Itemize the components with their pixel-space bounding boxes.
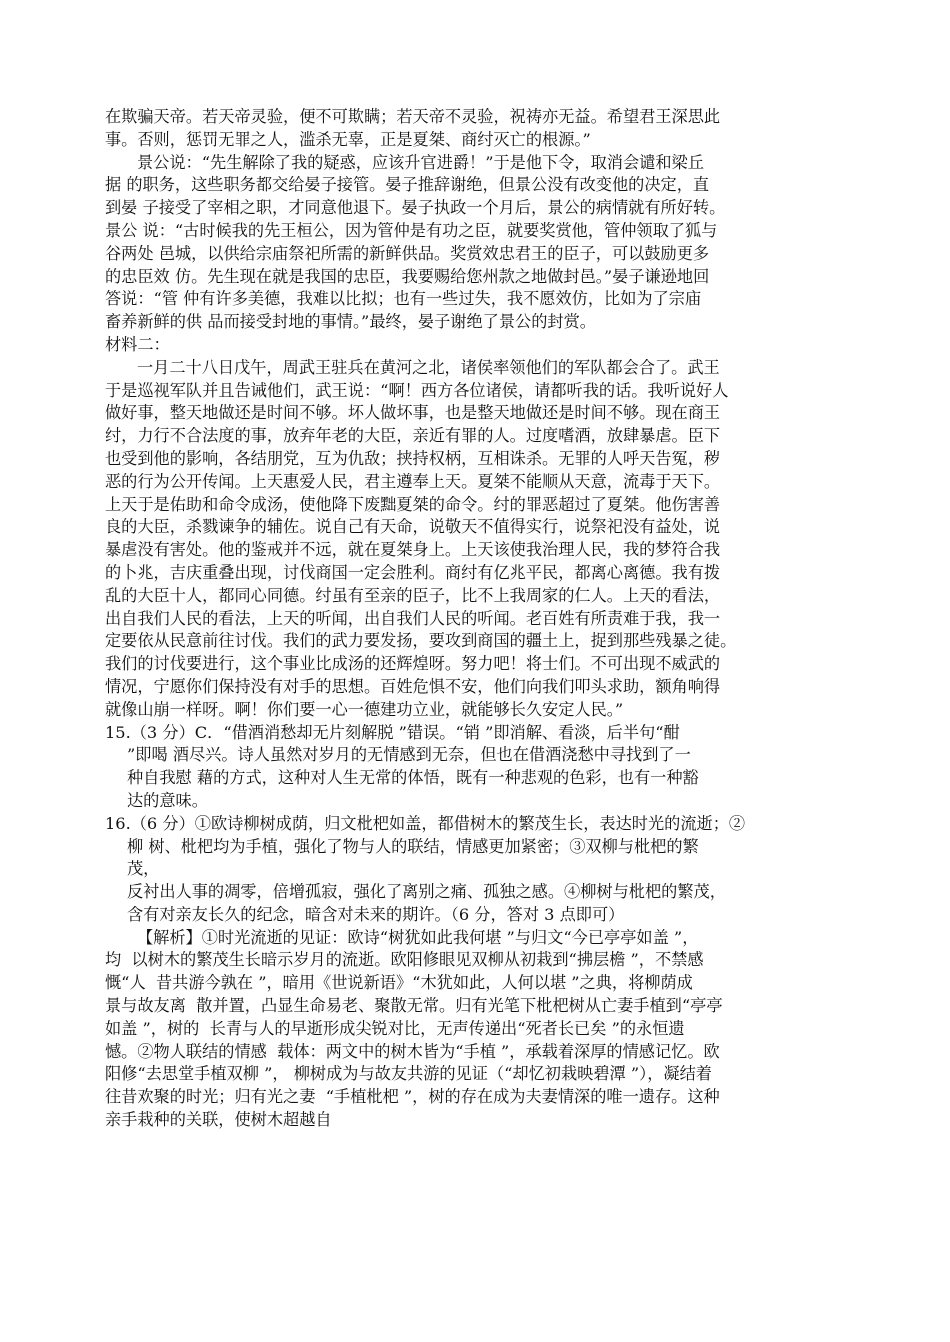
text-line: 畜养新鲜的供 品而接受封地的事情。”最终，晏子谢绝了景公的封赏。 [105, 312, 596, 332]
text-line: 良的大臣，杀戮谏争的辅佐。说自己有天命，说敬天不值得实行，说祭祀没有益处，说 [105, 517, 721, 537]
text-line: 柳 树、枇杷均为手植，强化了物与人的联结，情感更加紧密；③双柳与枇杷的繁 [127, 836, 699, 856]
text-line: 答说：“管 仲有许多美德，我难以比拟；也有一些过失，我不愿效仿，比如为了宗庙 [105, 289, 702, 309]
text-line: ”即喝 酒尽兴。诗人虽然对岁月的无情感到无奈，但也在借酒浇愁中寻找到了一 [127, 745, 691, 765]
text-line: 达的意味。 [127, 790, 208, 810]
text-line: 憾。②物人联结的情感 载体：两文中的树木皆为“手植 ”，承载着深厚的情感记忆。欧 [105, 1041, 720, 1061]
text-line: 在欺骗天帝。若天帝灵验，便不可欺瞒；若天帝不灵验，祝祷亦无益。希望君王深思此 [105, 107, 721, 126]
text-line: 16.（6 分）①欧诗柳树成荫，归文枇杷如盖，都借树木的繁茂生长，表达时光的流逝；② [105, 813, 746, 833]
text-line: 种自我慰 藉的方式，这种对人生无常的体悟，既有一种悲观的色彩，也有一种豁 [127, 768, 699, 788]
text-line: 反衬出人事的凋零，倍增孤寂，强化了离别之痛、孤独之感。④柳树与枇杷的繁茂， [127, 882, 726, 902]
text-line: 暴虐没有害处。他的鉴戒并不远，就在夏桀身上。上天该使我治理人民，我的梦符合我 [105, 540, 721, 560]
text-line: 景公 说：“古时候我的先王桓公，因为管仲是有功之臣，就要奖赏他，管仲领取了狐与 [105, 220, 718, 240]
text-line: 如盖 ”，树的 长青与人的早逝形成尖锐对比，无声传递出“死者长已矣 ”的永恒遗 [105, 1018, 685, 1038]
text-line: 纣，力行不合法度的事，放弃年老的大臣，亲近有罪的人。过度嗜酒，放肆暴虐。臣下 [105, 426, 721, 446]
text-line: 情况，宁愿你们保持没有对手的思想。百姓危惧不安，他们向我们叩头求助，额角响得 [105, 676, 721, 696]
text-line: 均 以树木的繁茂生长暗示岁月的流逝。欧阳修眼见双柳从初栽到“拂层檐 ”，不禁感 [105, 950, 704, 970]
text-line: 材料二： [105, 334, 170, 354]
text-line: 我们的讨伐要进行，这个事业比成汤的还辉煌呀。努力吧！将士们。不可出现不威武的 [105, 654, 721, 674]
text-line: 的卜兆，吉庆重叠出现，讨伐商国一定会胜利。商纣有亿兆平民，都离心离德。我有拨 [105, 562, 721, 582]
text-line: 恶的行为公开传闻。上天惠爱人民，君主遵奉上天。夏桀不能顺从天意，流毒于天下。 [105, 471, 721, 491]
text-line: 上天于是佑助和命令成汤，使他降下废黜夏桀的命令。纣的罪恶超过了夏桀。他伤害善 [105, 494, 721, 514]
document-page [105, 106, 850, 1132]
text-line: 事。否则，惩罚无罪之人，滥杀无辜，正是夏桀、商纣灭亡的根源。” [105, 129, 591, 149]
text-line: 15.（3 分）C．“借酒消愁却无片刻解脱 ”错误。“销 ”即消解、看淡，后半句“酣 [105, 722, 680, 742]
text-line: 定要依从民意前往讨伐。我们的武力要发扬，要攻到商国的疆土上，捉到那些残暴之徒。 [105, 631, 737, 651]
text-line: 茂， [127, 859, 160, 879]
text-line: 一月二十八日戊午，周武王驻兵在黄河之北，诸侯率领他们的军队都会合了。武王 [137, 357, 720, 377]
text-line: 到晏 子接受了宰相之职，才同意他退下。晏子执政一个月后，景公的病情就有所好转。 [105, 198, 726, 218]
text-line: 景与故友离 散并置，凸显生命易老、聚散无常。归有光笔下枇杷树从亡妻手植到“亭亭 [105, 996, 723, 1016]
text-line: 往昔欢聚的时光；归有光之妻 “手植枇杷 ”，树的存在成为夫妻情深的唯一遗存。这种 [105, 1087, 720, 1107]
text-line: 做好事，整天地做还是时间不够。坏人做坏事，也是整天地做还是时间不够。现在商王 [105, 403, 721, 423]
text-line: 出自我们人民的看法，上天的听闻，出自我们人民的听闻。老百姓有所责难于我，我一 [105, 608, 721, 628]
text-line: 于是巡视军队并且告诫他们，武王说：“啊！西方各位诸侯，请都听我的话。我听说好人 [105, 380, 729, 400]
text-line: 慨“人 昔共游今孰在 ”，暗用《世说新语》“木犹如此，人何以堪 ”之典，将柳荫成 [105, 973, 693, 993]
text-line: 谷两处 邑城，以供给宗庙祭祀所需的新鲜供品。奖赏效忠君王的臣子，可以鼓励更多 [105, 243, 710, 263]
text-line: 阳修“去思堂手植双柳 ”， 柳树成为与故友共游的见证（“却忆初栽映碧潭 ”），凝结着 [105, 1064, 712, 1084]
text-line: 亲手栽种的关联，使树木超越自 [105, 1110, 332, 1130]
text-line: 景公说：“先生解除了我的疑惑，应该升官进爵！”于是他下令，取消会谴和梁丘 [137, 152, 704, 172]
text-line: 就像山崩一样呀。啊！你们要一心一德建功立业，就能够长久安定人民。” [105, 699, 624, 719]
text-line: 据 的职务，这些职务都交给晏子接管。晏子推辞谢绝，但景公没有改变他的决定，直 [105, 175, 710, 195]
text-line: 的忠臣效 仿。先生现在就是我国的忠臣，我要赐给您州款之地做封邑。”晏子谦逊地回 [105, 266, 710, 286]
text-line: 乱的大臣十人，都同心同德。纣虽有至亲的臣子，比不上我周家的仁人。上天的看法， [105, 585, 721, 605]
text-line: 【解析】①时光流逝的见证：欧诗“树犹如此我何堪 ”与归文“今已亭亭如盖 ”， [137, 927, 699, 947]
text-line: 也受到他的影响，各结朋党，互为仇敌；挟持权柄，互相诛杀。无罪的人呼天告冤，秽 [105, 448, 721, 468]
text-line: 含有对亲友长久的纪念，暗含对未来的期许。（6 分，答对 3 点即可） [127, 904, 625, 924]
